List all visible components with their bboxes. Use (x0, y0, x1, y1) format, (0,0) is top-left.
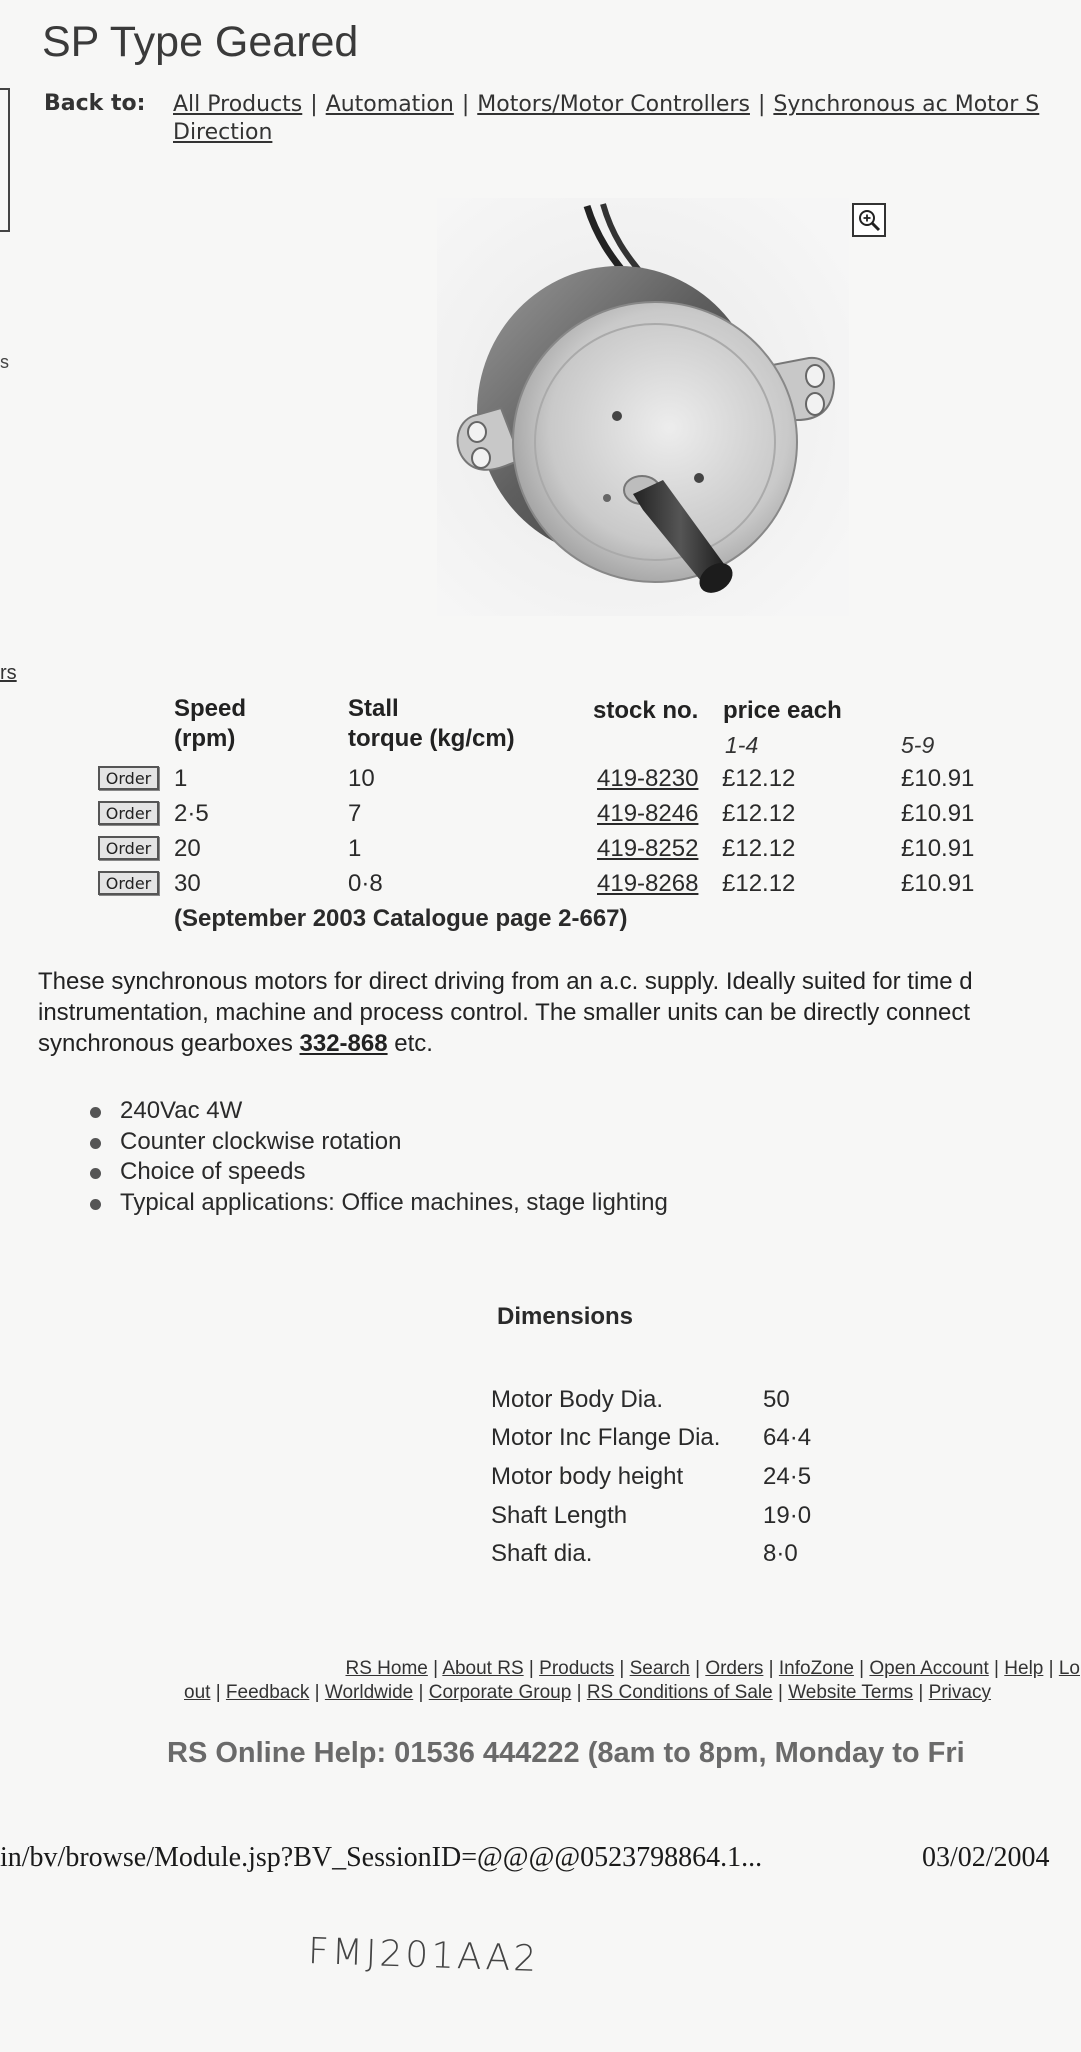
footer-row: out | Feedback | Worldwide | Corporate Group | RS Conditions of Sale | Website Terms | Privacy (184, 1682, 991, 1703)
gearbox-stock-link[interactable]: 332-868 (299, 1030, 388, 1057)
catalogue-note: (September 2003 Catalogue page 2-667) (174, 905, 628, 932)
breadcrumb-separator: | (461, 92, 470, 117)
footer-link-logout[interactable]: Lo (1058, 1658, 1080, 1679)
header-qty-1-4: 1-4 (725, 732, 759, 758)
stock-number-link[interactable]: 419-8268 (597, 870, 699, 897)
zoom-image-button[interactable] (852, 203, 886, 237)
footer-row: RS Home | About RS | Products | Search | Orders | InfoZone | Open Account | Help | Lo (345, 1658, 1080, 1679)
footer-link-rs-home[interactable]: RS Home (345, 1658, 428, 1679)
footer-link-open-account[interactable]: Open Account (869, 1658, 989, 1679)
left-frame-edge (0, 88, 10, 232)
order-button[interactable]: Order (98, 801, 159, 825)
header-speed: Speed (rpm) (174, 695, 247, 752)
stock-number-link[interactable]: 419-8252 (597, 835, 699, 862)
handwritten-note: FMJ201AA2 (307, 1930, 540, 1981)
list-item: 240Vac 4W (82, 1096, 668, 1127)
price-5-9-cell: £10.91 (901, 765, 975, 792)
order-button[interactable]: Order (98, 766, 159, 790)
torque-cell: 10 (348, 765, 375, 792)
breadcrumb-separator: | (757, 92, 766, 117)
breadcrumb-direction[interactable]: Direction (173, 120, 273, 145)
dimension-value: 24·5 (763, 1463, 812, 1490)
dimension-value: 19·0 (763, 1502, 812, 1529)
dimension-label: Shaft dia. (491, 1540, 593, 1567)
price-5-9-cell: £10.91 (901, 800, 975, 827)
product-description (38, 966, 1078, 1059)
speed-cell: 2·5 (174, 800, 209, 827)
footer-link-infozone[interactable]: InfoZone (778, 1658, 854, 1679)
page-title: SP Type Geared (42, 18, 359, 66)
price-1-4-cell: £12.12 (722, 870, 796, 897)
footer-link-website-terms[interactable]: Website Terms (788, 1682, 914, 1703)
footer-link-privacy[interactable]: Privacy (928, 1682, 991, 1703)
dimension-label: Shaft Length (491, 1502, 628, 1529)
footer-link-corporate-group[interactable]: Corporate Group (428, 1682, 572, 1703)
breadcrumb-motors[interactable]: Motors/Motor Controllers (477, 92, 750, 117)
left-margin-mark: s (0, 352, 9, 372)
footer-link-search[interactable]: Search (629, 1658, 690, 1679)
price-5-9-cell: £10.91 (901, 870, 975, 897)
description-line: These synchronous motors for direct driving from an a.c. supply. Ideally suited for time d (38, 968, 973, 995)
speed-cell: 20 (174, 835, 201, 862)
price-1-4-cell: £12.12 (722, 800, 796, 827)
description-line: instrumentation, machine and process control. The smaller units can be directly connect (38, 999, 971, 1026)
printed-date: 03/02/2004 (922, 1842, 1050, 1873)
description-line: synchronous gearboxes 332-868 etc. (38, 1030, 433, 1057)
breadcrumb-all-products[interactable]: All Products (173, 92, 303, 117)
product-photo (437, 198, 849, 616)
order-button[interactable]: Order (98, 871, 159, 895)
left-margin-link[interactable]: rs (0, 662, 17, 684)
footer-link-products[interactable]: Products (539, 1658, 615, 1679)
order-button[interactable]: Order (98, 836, 159, 860)
header-stock-no: stock no. (593, 697, 699, 724)
feature-list (82, 1096, 668, 1218)
breadcrumb-automation[interactable]: Automation (325, 92, 454, 117)
torque-cell: 7 (348, 800, 362, 827)
dimension-value: 64·4 (763, 1424, 812, 1451)
header-price-each: price each (723, 697, 842, 724)
footer-link-worldwide[interactable]: Worldwide (324, 1682, 414, 1703)
magnifier-zoom-icon (854, 205, 884, 235)
dimension-label: Motor body height (491, 1463, 684, 1490)
dimension-label: Motor Body Dia. (491, 1386, 664, 1413)
footer-link-orders[interactable]: Orders (705, 1658, 764, 1679)
dimensions-title: Dimensions (497, 1303, 634, 1330)
speed-cell: 1 (174, 765, 188, 792)
breadcrumb-separator: | (310, 92, 318, 117)
stock-number-link[interactable]: 419-8230 (597, 765, 699, 792)
help-line: RS Online Help: 01536 444222 (8am to 8pm, Monday to Fri (167, 1737, 965, 1769)
breadcrumb (173, 91, 1081, 147)
price-5-9-cell: £10.91 (901, 835, 975, 862)
footer-link-logout[interactable]: out (184, 1682, 211, 1703)
price-1-4-cell: £12.12 (722, 835, 796, 862)
printed-url: in/bv/browse/Module.jsp?BV_SessionID=@@@@0523798864.1... (0, 1842, 763, 1873)
list-item: Counter clockwise rotation (82, 1127, 668, 1158)
footer-link-conditions-of-sale[interactable]: RS Conditions of Sale (586, 1682, 773, 1703)
footer-link-about-rs[interactable]: About RS (442, 1658, 524, 1679)
header-qty-5-9: 5-9 (901, 732, 935, 758)
list-item: Choice of speeds (82, 1157, 668, 1188)
breadcrumb-synchronous[interactable]: Synchronous ac Motor S (773, 92, 1040, 117)
dimension-label: Motor Inc Flange Dia. (491, 1424, 721, 1451)
price-1-4-cell: £12.12 (722, 765, 796, 792)
footer-link-feedback[interactable]: Feedback (225, 1682, 310, 1703)
torque-cell: 1 (348, 835, 362, 862)
stock-number-link[interactable]: 419-8246 (597, 800, 699, 827)
footer-nav (120, 1657, 1080, 1705)
speed-cell: 30 (174, 870, 201, 897)
back-to-label: Back to: (44, 91, 146, 116)
dimension-value: 50 (763, 1386, 790, 1413)
dimension-value: 8·0 (763, 1540, 798, 1567)
list-item: Typical applications: Office machines, stage lighting (82, 1188, 668, 1219)
header-stall-torque: Stall torque (kg/cm) (348, 695, 515, 752)
footer-link-help[interactable]: Help (1004, 1658, 1044, 1679)
torque-cell: 0·8 (348, 870, 383, 897)
